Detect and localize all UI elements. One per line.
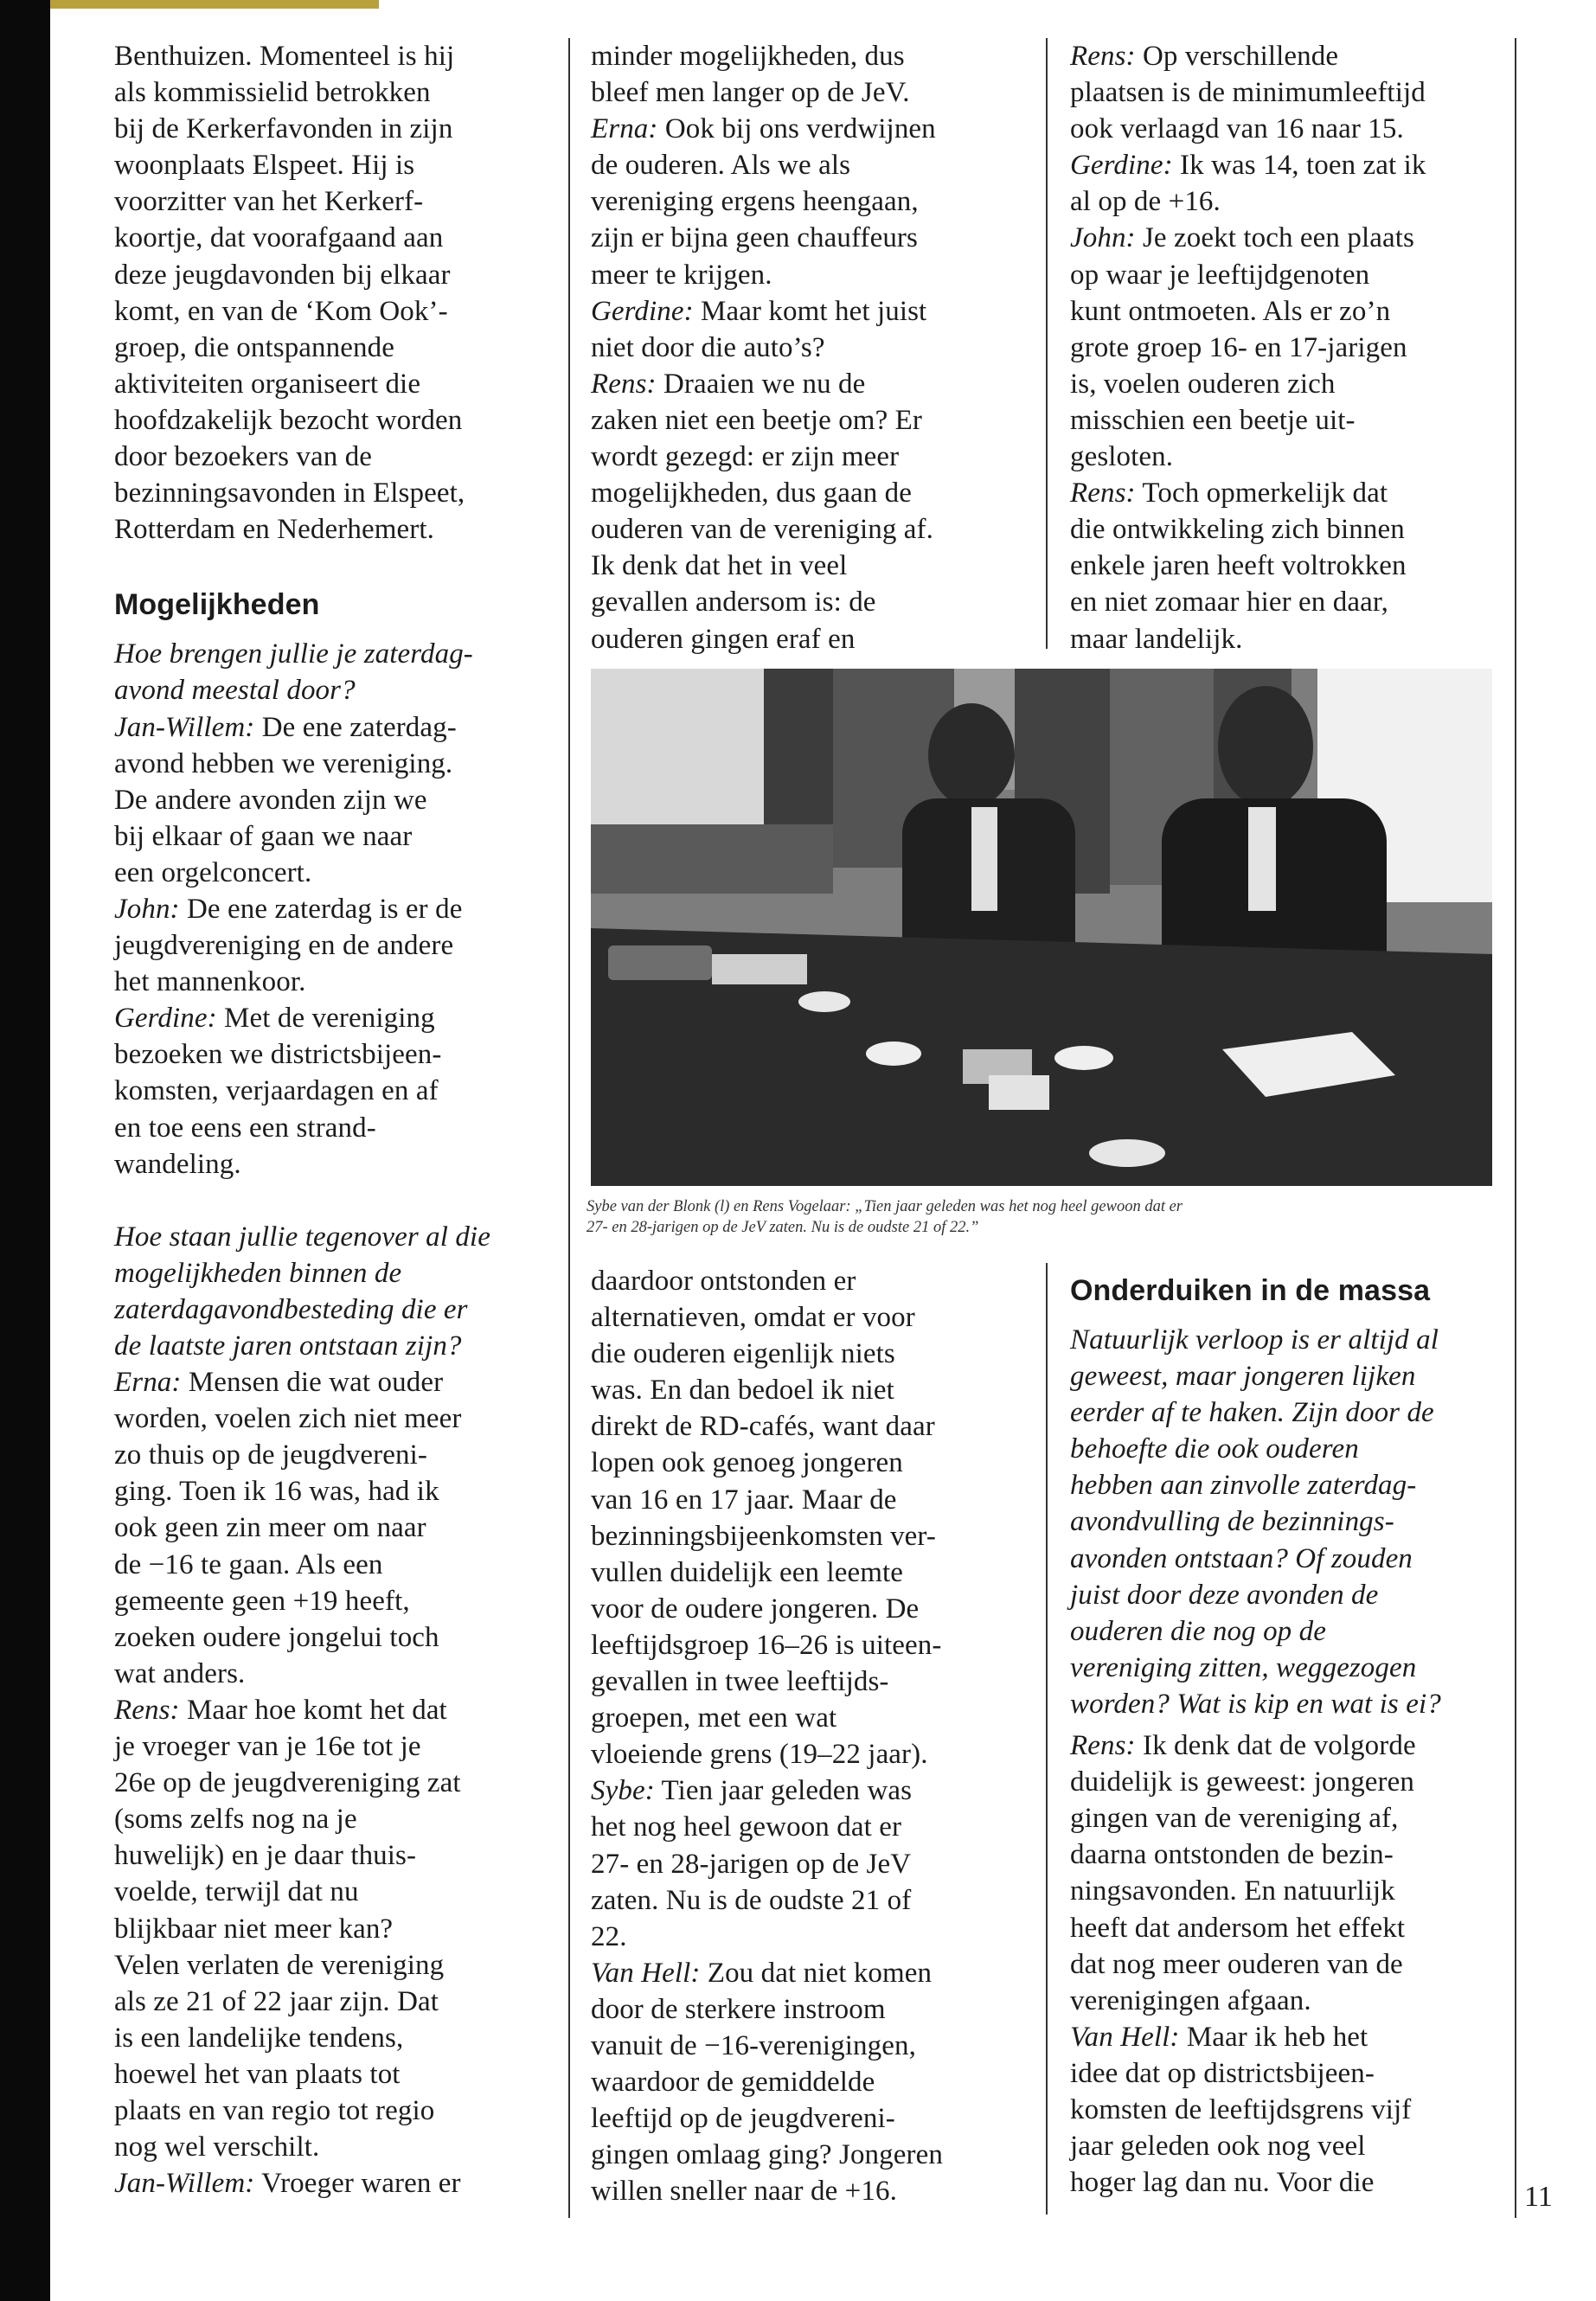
text-line: vloeiende grens (19–22 jaar). [591, 1739, 928, 1771]
text-line: leeftijdsgroep 16–26 is uiteen- [591, 1629, 942, 1661]
answer-text: Zou dat niet komen [700, 1957, 933, 1989]
question-line: zaterdagavondbesteding die er [114, 1293, 468, 1325]
text-line: (soms zelfs nog na je [114, 1804, 357, 1836]
text-line: gingen van de vereniging af, [1070, 1803, 1399, 1835]
text-line: bezinningsavonden in Elspeet, [114, 478, 465, 510]
question-line: worden? Wat is kip en wat is ei? [1070, 1688, 1441, 1720]
text-line: lopen ook genoeg jongeren [591, 1447, 903, 1479]
text-line: koortje, dat voorafgaand aan [114, 222, 444, 254]
text-line: groep, die ontspannende [114, 331, 394, 363]
text-line: misschien een beetje uit- [1070, 404, 1356, 436]
question-line: Hoe staan jullie tegenover al die [114, 1221, 490, 1253]
text-line: als ze 21 of 22 jaar zijn. Dat [114, 1985, 439, 2017]
text-line: en toe eens een strand- [114, 1112, 376, 1144]
text-line [114, 1000, 552, 1036]
text-line: leeftijd op de jeugdvereni- [591, 2103, 895, 2135]
answer-text: Draaien we nu de [656, 368, 866, 400]
text-line: De andere avonden zijn we [114, 784, 427, 816]
text-line: komsten, verjaardagen en af [114, 1075, 439, 1107]
text-line: zijn er bijna geen chauffeurs [591, 222, 918, 254]
column-rule [1515, 38, 1516, 2218]
text-line: woonplaats Elspeet. Hij is [114, 150, 415, 182]
text-line: zaken niet een beetje om? Er [591, 404, 923, 436]
text-line: plaats en van regio tot regio [114, 2094, 435, 2126]
text-line [114, 709, 552, 746]
text-line [591, 366, 1023, 402]
text-line: bezinningsbijeenkomsten ver- [591, 1520, 936, 1552]
text-line: zo thuis op de jeugdvereni- [114, 1439, 427, 1471]
speaker-name: Jan-Willem: [114, 2168, 255, 2200]
text-line: vereniging ergens heengaan, [591, 186, 919, 218]
text-line: duidelijk is geweest: jongeren [1070, 1766, 1414, 1798]
text-line: de ouderen. Als we als [591, 150, 851, 182]
speaker-name: Rens: [114, 1694, 180, 1726]
text-line: meer te krijgen. [591, 259, 772, 291]
speaker-name: Van Hell: [591, 1957, 701, 1989]
speaker-name: Gerdine: [591, 295, 694, 327]
caption-line: Sybe van der Blonk (l) en Rens Vogelaar: „Tien jaar geleden was het nog heel gewoon dat er [586, 1198, 1183, 1215]
question-line: avonden ontstaan? Of zouden [1070, 1542, 1413, 1574]
text-line: Rotterdam en Nederhemert. [114, 514, 434, 546]
text-line: vullen duidelijk een leemte [591, 1556, 903, 1588]
speaker-name: Gerdine: [114, 1003, 217, 1035]
text-line: verenigingen afgaan. [1070, 1984, 1311, 2016]
speaker-name: Sybe: [591, 1775, 655, 1807]
speaker-name: Van Hell: [1070, 2021, 1180, 2053]
speaker-name: Jan-Willem: [114, 711, 255, 743]
photo-illustration [591, 669, 1492, 1186]
page-edge-bar [0, 0, 50, 2301]
text-line: je vroeger van je 16e tot je [114, 1731, 421, 1763]
answer-text: Maar komt het juist [693, 295, 927, 327]
text-line: Benthuizen. Momenteel is hij [114, 41, 455, 72]
text-line: en niet zomaar hier en daar, [1070, 586, 1388, 619]
text-line: al op de +16. [1070, 186, 1221, 218]
text-line [1070, 1727, 1503, 1764]
text-line: is een landelijke tendens, [114, 2022, 404, 2054]
text-line: enkele jaren heeft voltrokken [1070, 550, 1407, 582]
question-line: de laatste jaren ontstaan zijn? [114, 1330, 462, 1362]
text-line: wat anders. [114, 1657, 246, 1689]
question-line: vereniging zitten, weggezogen [1070, 1651, 1417, 1683]
question-line: Hoe brengen jullie je zaterdag- [114, 638, 473, 670]
text-line: ook verlaagd van 16 naar 15. [1070, 113, 1404, 145]
text-line: als kommissielid betrokken [114, 77, 431, 109]
text-line: ging. Toen ik 16 was, had ik [114, 1476, 439, 1508]
text-line: daardoor ontstonden er [591, 1266, 856, 1297]
section-heading: Mogelijkheden [114, 588, 320, 622]
text-line: bezoeken we districtsbijeen- [114, 1039, 442, 1071]
column-rule [1046, 1263, 1048, 2214]
text-line: zaten. Nu is de oudste 21 of [591, 1884, 912, 1916]
text-line: wandeling. [114, 1148, 241, 1180]
text-line: grote groep 16- en 17-jarigen [1070, 331, 1407, 363]
text-line: voorzitter van het Kerkerf- [114, 186, 424, 218]
text-line: van 16 en 17 jaar. Maar de [591, 1484, 897, 1516]
text-line: willen sneller naar de +16. [591, 2176, 897, 2208]
question-line: avondvulling de bezinnings- [1070, 1506, 1394, 1538]
answer-text: Maar hoe komt het dat [179, 1694, 447, 1726]
text-line: mogelijkheden, dus gaan de [591, 478, 912, 510]
text-line: jaar geleden ook nog veel [1070, 2131, 1366, 2163]
text-line: dat nog meer ouderen van de [1070, 1948, 1403, 1980]
text-line: hoofdzakelijk bezocht worden [114, 404, 463, 436]
text-line [114, 1692, 552, 1728]
question-line: juist door deze avonden de [1070, 1579, 1379, 1611]
text-line: huwelijk) en je daar thuis- [114, 1840, 417, 1872]
text-line: 26e op de jeugdvereniging zat [114, 1767, 461, 1799]
text-line: 27- en 28-jarigen op de JeV [591, 1848, 912, 1880]
column-rule [1046, 38, 1048, 649]
caption-line: 27- en 28-jarigen op de JeV zaten. Nu is de oudste 21 of 22.” [586, 1219, 979, 1236]
question-line: eerder af te haken. Zijn door de [1070, 1397, 1434, 1429]
text-line: op waar je leeftijdgenoten [1070, 259, 1370, 291]
text-line [114, 891, 552, 927]
text-line: deze jeugdavonden bij elkaar [114, 259, 451, 291]
text-line [1070, 220, 1503, 256]
answer-text: Mensen die wat ouder [181, 1367, 444, 1399]
text-line: direkt de RD-cafés, want daar [591, 1411, 935, 1443]
text-line: ouderen van de vereniging af. [591, 514, 933, 546]
text-line [1070, 2019, 1503, 2055]
text-line: avond hebben we vereniging. [114, 747, 453, 779]
text-line: wordt gezegd: er zijn meer [591, 441, 900, 473]
text-line: die ouderen eigenlijk niets [591, 1338, 895, 1370]
text-line: idee dat op districtsbijeen- [1070, 2057, 1375, 2089]
speaker-name: Rens: [591, 368, 657, 400]
speaker-name: Rens: [1070, 1730, 1136, 1762]
interview-photo [591, 669, 1492, 1186]
speaker-name: Gerdine: [1070, 150, 1173, 182]
text-line: ouderen gingen eraf en [591, 623, 856, 655]
text-line: komt, en van de ‘Kom Ook’- [114, 295, 448, 327]
answer-text: De ene zaterdag- [254, 711, 457, 743]
text-line: worden, voelen zich niet meer [114, 1403, 462, 1435]
answer-text: Op verschillende [1135, 41, 1339, 72]
section-heading: Onderduiken in de massa [1070, 1274, 1431, 1307]
text-line: groepen, met een wat [591, 1702, 837, 1734]
text-line: voelde, terwijl dat nu [114, 1876, 359, 1908]
text-line: aktiviteiten organiseert die [114, 368, 421, 400]
text-line: daarna ontstonden de bezin- [1070, 1839, 1394, 1871]
answer-text: Ik denk dat de volgorde [1135, 1730, 1416, 1762]
paragraph-gap [114, 1183, 552, 1219]
text-line: ningsavonden. En natuurlijk [1070, 1875, 1395, 1907]
text-line [114, 1364, 552, 1400]
text-line: Ik denk dat het in veel [591, 550, 848, 582]
text-line: jeugdvereniging en de andere [114, 930, 454, 962]
text-line: is, voelen ouderen zich [1070, 368, 1336, 400]
photo-caption [586, 1196, 1503, 1238]
text-line: plaatsen is de minimumleeftijd [1070, 77, 1426, 109]
text-line: een orgelconcert. [114, 856, 312, 888]
text-line: gevallen in twee leeftijds- [591, 1666, 889, 1698]
text-line: komsten de leeftijdsgrens vijf [1070, 2093, 1412, 2125]
column-3-bottom [1070, 1272, 1503, 2201]
text-line: niet door die auto’s? [591, 331, 825, 363]
text-line: gemeente geen +19 heeft, [114, 1585, 410, 1617]
answer-text: Vroeger waren er [254, 2168, 461, 2200]
text-line: het mannenkoor. [114, 966, 306, 998]
question-line: geweest, maar jongeren lijken [1070, 1361, 1416, 1393]
speaker-name: Erna: [114, 1367, 182, 1399]
question-line: mogelijkheden binnen de [114, 1257, 402, 1289]
text-line: nog wel verschilt. [114, 2131, 320, 2163]
text-line: bleef men langer op de JeV. [591, 77, 910, 109]
text-line: Velen verlaten de vereniging [114, 1949, 445, 1981]
text-line: door de sterkere instroom [591, 1993, 886, 2025]
speaker-name: John: [114, 893, 180, 925]
text-line: vanuit de −16-verenigingen, [591, 2029, 916, 2061]
speaker-name: John: [1070, 222, 1136, 254]
text-line [591, 1955, 1023, 1991]
question-line: hebben aan zinvolle zaterdag- [1070, 1470, 1417, 1502]
text-line: heeft dat andersom het effekt [1070, 1912, 1406, 1944]
text-line: bij de Kerkerfavonden in zijn [114, 113, 453, 145]
text-line: maar landelijk. [1070, 623, 1243, 655]
question-line: avond meestal door? [114, 675, 356, 707]
answer-text: Ook bij ons verdwijnen [657, 113, 936, 145]
text-line: de −16 te gaan. Als een [114, 1548, 383, 1580]
text-line [591, 1772, 1023, 1809]
question-line: Natuurlijk verloop is er altijd al [1070, 1324, 1439, 1356]
text-line: was. En dan bedoel ik niet [591, 1375, 894, 1407]
text-line: alternatieven, omdat er voor [591, 1302, 915, 1334]
text-line: zoeken oudere jongelui toch [114, 1621, 439, 1653]
top-color-tab [50, 0, 379, 9]
text-line [1070, 475, 1503, 511]
text-line: door bezoekers van de [114, 441, 373, 473]
text-line: ook geen zin meer om naar [114, 1512, 426, 1544]
text-line: gesloten. [1070, 441, 1174, 473]
column-2-top [591, 38, 1023, 657]
text-line: hoewel het van plaats tot [114, 2058, 401, 2090]
text-line: gevallen andersom is: de [591, 586, 876, 619]
text-line: waardoor de gemiddelde [591, 2067, 875, 2099]
text-line: 22. [591, 1920, 627, 1952]
answer-text: De ene zaterdag is er de [179, 893, 463, 925]
text-line: bij elkaar of gaan we naar [114, 820, 413, 852]
text-line: voor de oudere jongeren. De [591, 1593, 920, 1625]
answer-text: Maar ik heb het [1179, 2021, 1368, 2053]
question-line: ouderen die nog op de [1070, 1615, 1326, 1647]
page-number: 11 [1524, 2181, 1553, 2213]
question-line: behoefte die ook ouderen [1070, 1433, 1359, 1465]
answer-text: Je zoekt toch een plaats [1135, 222, 1414, 254]
text-line: kunt ontmoeten. Als er zo’n [1070, 295, 1391, 327]
text-line [591, 111, 1023, 147]
column-3-top [1070, 38, 1503, 657]
column-2-bottom [591, 1263, 1023, 2209]
text-line [114, 2165, 552, 2202]
speaker-name: Rens: [1070, 41, 1136, 72]
text-line: minder mogelijkheden, dus [591, 41, 905, 72]
answer-text: Ik was 14, toen zat ik [1172, 150, 1426, 182]
text-line: hoger lag dan nu. Voor die [1070, 2167, 1375, 2199]
text-line [1070, 38, 1503, 74]
speaker-name: Rens: [1070, 478, 1136, 510]
text-line [1070, 147, 1503, 183]
answer-text: Toch opmerkelijk dat [1135, 478, 1388, 510]
text-line: die ontwikkeling zich binnen [1070, 514, 1405, 546]
text-line: blijkbaar niet meer kan? [114, 1913, 394, 1945]
text-line [591, 293, 1023, 330]
answer-text: Tien jaar geleden was [654, 1775, 913, 1807]
speaker-name: Erna: [591, 113, 658, 145]
column-rule [568, 38, 570, 2218]
text-line: gingen omlaag ging? Jongeren [591, 2139, 943, 2171]
answer-text: Met de vereniging [216, 1003, 435, 1035]
column-1 [114, 38, 552, 2202]
text-line: het nog heel gewoon dat er [591, 1811, 902, 1843]
